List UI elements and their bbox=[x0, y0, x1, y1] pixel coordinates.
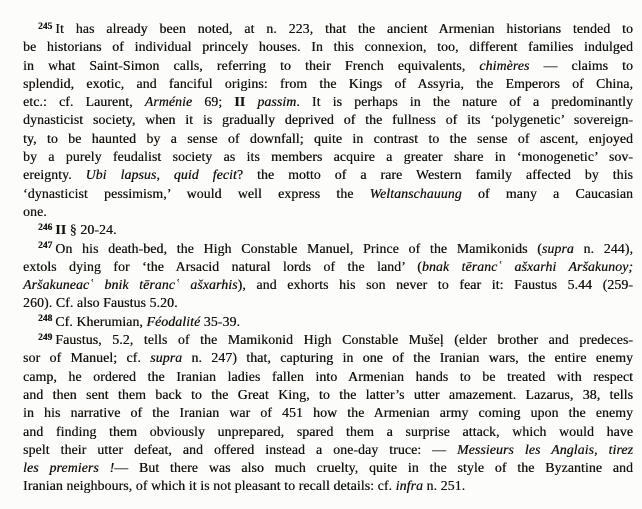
text: . It is perhaps in the nature of a predominantly bbox=[296, 94, 633, 110]
text: 260). Cf. also Faustus 5.20. bbox=[23, 295, 178, 311]
italic-text: les premiers ! bbox=[23, 460, 115, 476]
footnote-number: 246 bbox=[38, 222, 53, 233]
italic-text: Ubi lapsus, quid fecit bbox=[85, 167, 237, 183]
bold-text: II bbox=[234, 94, 246, 110]
text: by a purely feudalist society as its members acquire a greater share in ‘monogenetic’ sov- bbox=[23, 149, 633, 165]
text: ereignty. bbox=[23, 167, 86, 183]
bold-text: II bbox=[55, 222, 67, 238]
text: etc.: cf. Laurent, bbox=[23, 94, 145, 110]
text: 69; bbox=[192, 94, 235, 110]
italic-text: passim bbox=[257, 94, 297, 110]
footnote-249-line-8 bbox=[23, 459, 633, 477]
footnote-246 bbox=[23, 221, 633, 239]
text: in his narrative of the Iranian war of 451 how the Armenian army coming upon the enemy bbox=[23, 405, 633, 421]
text: — claims to bbox=[529, 57, 633, 73]
footnote-245-line-4 bbox=[23, 75, 633, 93]
italic-text: supra bbox=[541, 240, 574, 256]
footnote-247-line-2 bbox=[23, 258, 633, 276]
text: ‘dynasticist pessimism,’ would well express the bbox=[23, 185, 370, 201]
footnote-249-line-4 bbox=[23, 386, 633, 404]
footnote-249-line-2 bbox=[23, 349, 633, 367]
text: spelt their utter defeat, and offered instead a one-day truce: — bbox=[23, 441, 457, 457]
text: of many a Caucasian bbox=[461, 185, 633, 201]
text: and finding them obviously unprepared, spared them a surprise attack, which would have bbox=[23, 423, 633, 439]
text: On his death-bed, the High Constable Manuel, Prince of the Mamikonids ( bbox=[55, 240, 542, 256]
footnote-245-line-1 bbox=[23, 20, 633, 38]
footnotes-container bbox=[23, 20, 633, 496]
footnote-248-line-1 bbox=[23, 313, 633, 331]
italic-text: Féodalité bbox=[146, 313, 201, 329]
footnote-245-line-10 bbox=[23, 185, 633, 203]
footnote-245 bbox=[23, 20, 633, 221]
text: camp, he ordered the Iranian ladies fallen into Armenian hands to be treated with respect bbox=[23, 368, 633, 384]
text: — But there was also much cruelty, quite in the style of the Byzantine and bbox=[114, 460, 633, 476]
italic-text: infra bbox=[395, 478, 423, 494]
text: and then sent them back to the Great King, to the latter’s utter amazement. Lazarus, 38, tells bbox=[23, 386, 633, 402]
footnote-245-line-11 bbox=[23, 203, 633, 221]
text: n. 251. bbox=[422, 478, 466, 494]
footnote-249-line-9 bbox=[23, 477, 633, 495]
footnote-249-line-1 bbox=[23, 331, 633, 349]
footnote-249 bbox=[23, 331, 633, 496]
text: in what Saint-Simon calls, referring to their French equivalents, bbox=[23, 57, 480, 73]
text: Cf. Kherumian, bbox=[55, 313, 147, 329]
text: ? the motto of a rare Western family affected by this bbox=[236, 167, 633, 183]
text: be historians of individual princely houses. In this connexion, too, different families indulged bbox=[23, 39, 633, 55]
italic-text: bnak tērancʿ ašxarhi Aršakunoy; bbox=[421, 258, 633, 274]
text: sor of Manuel; cf. bbox=[23, 350, 151, 366]
footnote-245-line-3 bbox=[23, 57, 633, 75]
footnote-247-line-4 bbox=[23, 294, 633, 312]
italic-text: supra bbox=[150, 350, 183, 366]
footnote-number: 249 bbox=[38, 332, 53, 343]
text: § 20-24. bbox=[66, 222, 117, 238]
italic-text: Weltanschauung bbox=[369, 185, 462, 201]
footnote-247-line-3 bbox=[23, 276, 633, 294]
text: splendid, exotic, and fanciful origins: from the Kings of Assyria, the Emperors of China, bbox=[23, 75, 633, 91]
italic-text: Arménie bbox=[144, 94, 193, 110]
italic-text: Aršakuneacʿ bnik tērancʿ ašxarhis bbox=[23, 277, 238, 293]
footnote-247-line-1 bbox=[23, 240, 633, 258]
footnote-number: 247 bbox=[38, 241, 53, 252]
footnote-number: 245 bbox=[38, 21, 53, 32]
footnote-249-line-5 bbox=[23, 404, 633, 422]
footnote-245-line-8 bbox=[23, 148, 633, 166]
text: ), and exhorts his son never to fear it: Faustus 5.44 (259- bbox=[237, 277, 633, 293]
text: n. 244), bbox=[573, 240, 633, 256]
text: Iranian neighbours, of which it is not pleasant to recall details: cf. bbox=[23, 478, 396, 494]
text: ty, to be haunted by a sense of downfall; quite in contrast to the sense of ascent, enjoyed bbox=[23, 130, 633, 146]
footnote-245-line-7 bbox=[23, 130, 633, 148]
italic-text: Messieurs les Anglais, tirez bbox=[456, 441, 633, 457]
text: n. 247) that, capturing in one of the Iranian wars, the entire enemy bbox=[182, 350, 633, 366]
footnote-246-line-1 bbox=[23, 221, 633, 239]
text: dynasticist society, when it is gradually deprived of the fullness of its ‘polygenetic’ sovereign- bbox=[23, 112, 633, 128]
footnote-249-line-7 bbox=[23, 441, 633, 459]
footnote-249-line-3 bbox=[23, 368, 633, 386]
footnote-number: 248 bbox=[38, 314, 53, 325]
text: 35-39. bbox=[200, 313, 240, 329]
text: Faustus, 5.2, tells of the Mamikonid High Constable Mušeļ (elder brother and predeces- bbox=[55, 332, 633, 348]
text: one. bbox=[23, 203, 47, 219]
footnote-245-line-6 bbox=[23, 111, 633, 129]
text bbox=[245, 94, 257, 109]
footnote-249-line-6 bbox=[23, 423, 633, 441]
footnote-245-line-2 bbox=[23, 38, 633, 56]
footnote-247 bbox=[23, 240, 633, 313]
text: It has already been noted, at n. 223, that the ancient Armenian historians tended to bbox=[55, 21, 633, 36]
footnote-245-line-9 bbox=[23, 166, 633, 184]
footnote-245-line-5 bbox=[23, 93, 633, 111]
italic-text: chimères bbox=[479, 57, 530, 73]
text: extols dying for ‘the Arsacid natural lords of the land’ ( bbox=[23, 258, 422, 274]
footnote-248 bbox=[23, 313, 633, 331]
